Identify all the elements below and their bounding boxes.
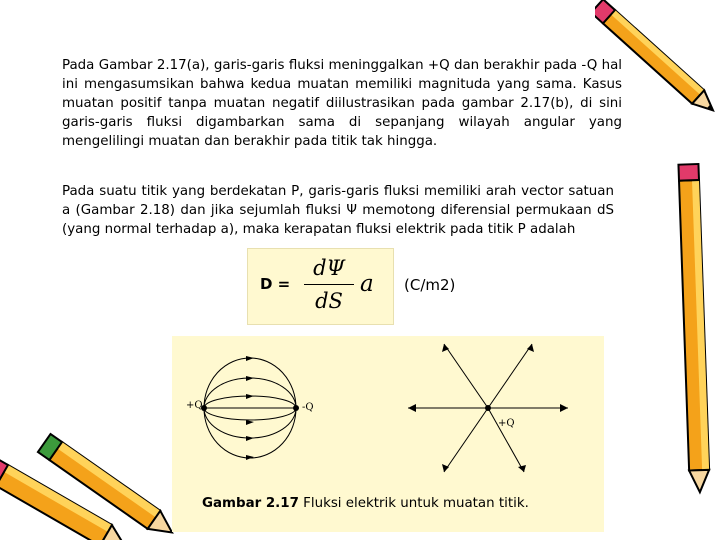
formula-box (247, 248, 394, 325)
point-charge-dot (485, 405, 491, 411)
fraction-bar (304, 284, 354, 285)
label-minus-q: -Q (302, 402, 314, 413)
formula-unit: (C/m2) (404, 276, 456, 294)
figure-caption (202, 496, 529, 511)
formula-fraction (304, 254, 354, 315)
formula-vector: a (360, 271, 374, 297)
formula-numerator: dΨ (313, 256, 345, 280)
paragraph-flux-density: Pada suatu titik yang berdekatan P, garis-garis fluksi memiliki arah vector satuan a (Gambar 2.18) dan jika sejumlah fluksi Ψ memotong diferensial permukaan dS (yang normal terhadap a), maka kerapatan fluksi elektrik pada titik P adalah (62, 184, 614, 237)
paragraph-flux-lines: Pada Gambar 2.17(a), garis-garis fluksi meninggalkan +Q dan berakhir pada -Q hal ini mengasumsikan bahwa kedua muatan memiliki magnituda yang sama. Kasus muatan positif tanpa muatan negatif diilustrasikan pada gambar 2.17(b), di sini garis-garis fluksi digambarkan sama di sepanjang wilayah angular yang mengelilingi muatan dan berakhir pada titik tak hingga. (62, 58, 622, 149)
negative-charge-dot (293, 405, 299, 411)
formula-lhs: D = (260, 275, 291, 293)
label-plus-q-left: +Q (186, 400, 203, 411)
figure-panel (172, 336, 604, 532)
flux-diagram (172, 336, 604, 496)
caption-label: Gambar 2.17 (202, 496, 299, 511)
pencil-icon (0, 420, 175, 540)
caption-text: Fluksi elektrik untuk muatan titik. (303, 496, 529, 511)
formula-denominator: dS (315, 289, 343, 313)
label-plus-q-right: +Q (498, 418, 515, 429)
